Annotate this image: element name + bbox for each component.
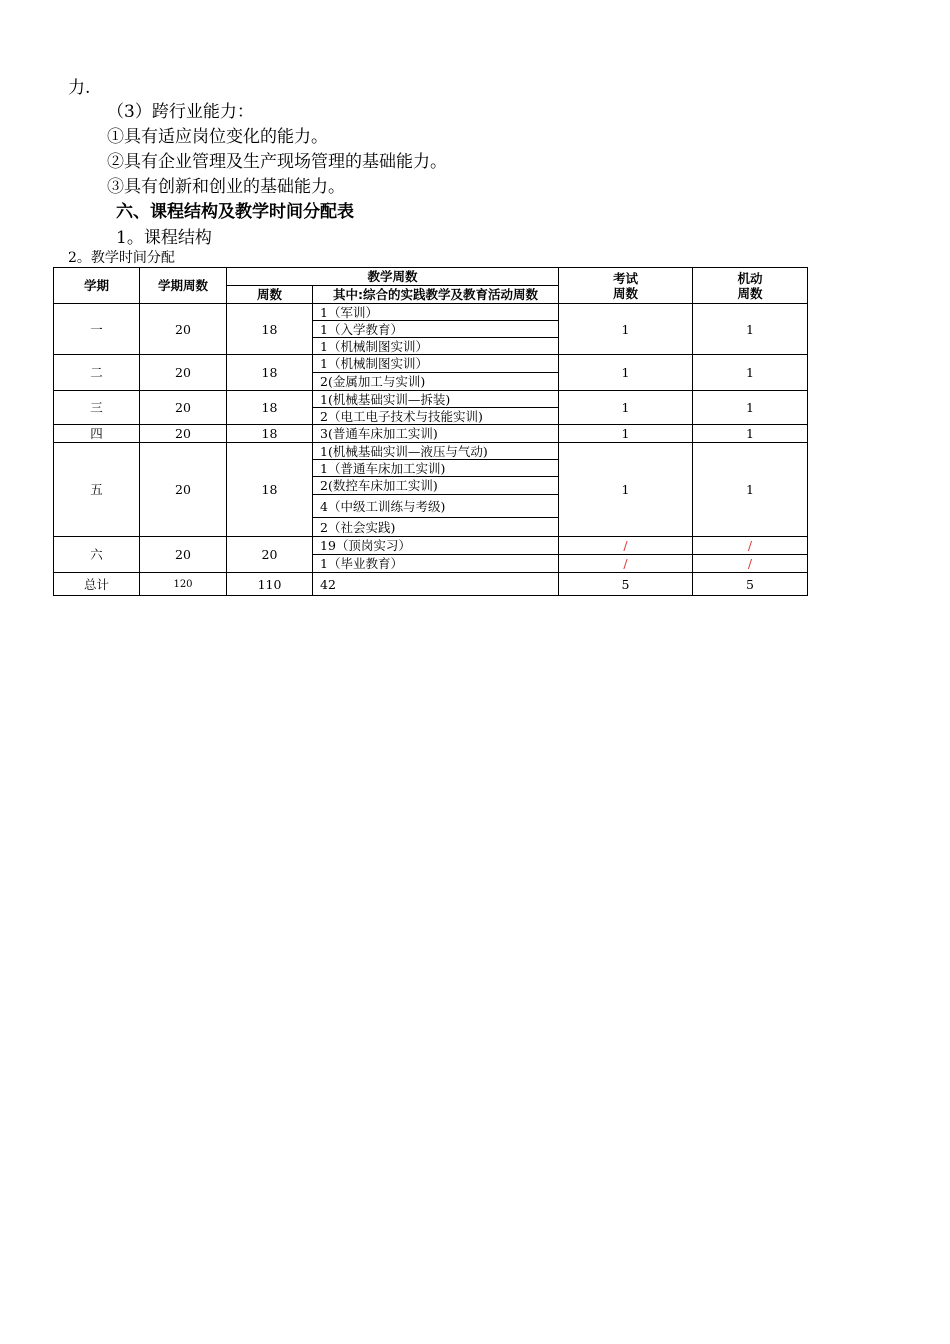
ability-item-1: ①具有适应岗位变化的能力。: [107, 127, 328, 147]
cell-flex: 1: [693, 391, 808, 425]
cell-total-flex: 5: [693, 573, 808, 596]
header-practice-weeks: 其中:综合的实践教学及教育活动周数: [313, 286, 559, 304]
cell-exam: 1: [559, 391, 693, 425]
cell-weeks: 18: [227, 443, 313, 537]
table-row-total: [54, 573, 808, 596]
table-row: [54, 537, 808, 555]
paragraph-continuation: 力.: [68, 78, 91, 98]
cell-activity: 2(数控车床加工实训): [313, 477, 559, 495]
cell-flex: 1: [693, 443, 808, 537]
cell-activity: 3(普通车床加工实训): [313, 425, 559, 443]
cell-exam: 1: [559, 425, 693, 443]
cell-term-weeks: 20: [140, 355, 227, 391]
cell-flex-slash: /: [693, 555, 808, 573]
cell-activity: 1（入学教育）: [313, 321, 559, 338]
cell-term: 一: [54, 304, 140, 355]
cell-activity: 1（机械制图实训）: [313, 338, 559, 355]
cell-term-weeks: 20: [140, 425, 227, 443]
header-term-weeks: 学期周数: [140, 268, 227, 304]
cell-exam: 1: [559, 304, 693, 355]
teaching-schedule-table: [53, 267, 808, 596]
cell-activity: 1(机械基础实训—拆装): [313, 391, 559, 408]
ability-item-3: ③具有创新和创业的基础能力。: [107, 177, 345, 197]
cell-total-label: 总计: [54, 573, 140, 596]
cell-term-weeks: 20: [140, 443, 227, 537]
cell-activity: 2（电工电子技术与技能实训): [313, 408, 559, 425]
header-weeks: 周数: [227, 286, 313, 304]
cell-term-weeks: 20: [140, 537, 227, 573]
cell-flex: 1: [693, 355, 808, 391]
cell-term-weeks: 20: [140, 391, 227, 425]
cell-exam: 1: [559, 443, 693, 537]
section-cross-industry: （3）跨行业能力：: [107, 102, 254, 122]
table-row: [54, 391, 808, 408]
header-exam-weeks: 考试 周数: [559, 268, 693, 304]
cell-term: 六: [54, 537, 140, 573]
table-row: [54, 443, 808, 460]
ability-item-2: ②具有企业管理及生产现场管理的基础能力。: [107, 152, 447, 172]
cell-activity: 1（毕业教育）: [313, 555, 559, 573]
cell-flex: 1: [693, 425, 808, 443]
table-row: [54, 355, 808, 373]
cell-weeks: 20: [227, 537, 313, 573]
cell-activity: 1（普通车床加工实训): [313, 460, 559, 477]
cell-activity: 4（中级工训练与考级): [313, 495, 559, 518]
subheading-time-allocation: 2。教学时间分配: [68, 250, 175, 266]
cell-total-practice: 42: [313, 573, 559, 596]
cell-total-term-weeks: 120: [140, 573, 227, 596]
cell-activity: 19（顶岗实习）: [313, 537, 559, 555]
table-row: [54, 425, 808, 443]
header-teaching-weeks: 教学周数: [227, 268, 559, 286]
cell-flex-slash: /: [693, 537, 808, 555]
cell-term: 二: [54, 355, 140, 391]
section-heading-six: 六、课程结构及教学时间分配表: [116, 202, 354, 222]
cell-total-exam: 5: [559, 573, 693, 596]
cell-term-weeks: 20: [140, 304, 227, 355]
cell-weeks: 18: [227, 425, 313, 443]
header-flex-weeks: 机动 周数: [693, 268, 808, 304]
header-term: 学期: [54, 268, 140, 304]
cell-total-weeks: 110: [227, 573, 313, 596]
cell-activity: 1（机械制图实训）: [313, 355, 559, 373]
cell-exam-slash: /: [559, 555, 693, 573]
cell-term: 五: [54, 443, 140, 537]
cell-term: 四: [54, 425, 140, 443]
cell-activity: 1(机械基础实训—液压与气动): [313, 443, 559, 460]
cell-exam-slash: /: [559, 537, 693, 555]
cell-weeks: 18: [227, 355, 313, 391]
cell-weeks: 18: [227, 304, 313, 355]
cell-flex: 1: [693, 304, 808, 355]
subheading-course-structure: 1。课程结构: [116, 228, 212, 248]
table-row: [54, 304, 808, 321]
cell-term: 三: [54, 391, 140, 425]
cell-exam: 1: [559, 355, 693, 391]
cell-activity: 2(金属加工与实训): [313, 373, 559, 391]
cell-activity: 1（军训）: [313, 304, 559, 321]
cell-weeks: 18: [227, 391, 313, 425]
cell-activity: 2（社会实践): [313, 518, 559, 537]
